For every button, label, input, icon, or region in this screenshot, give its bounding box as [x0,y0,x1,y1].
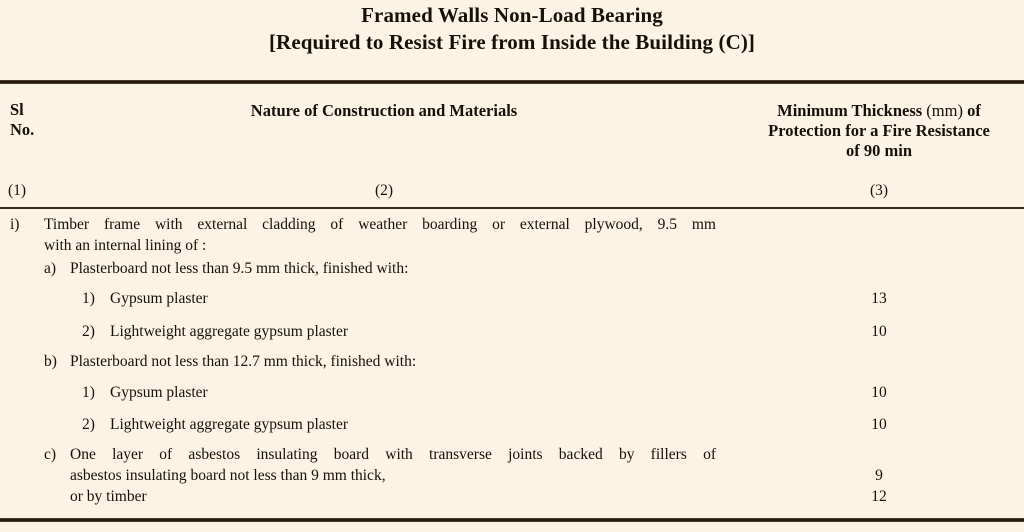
table-row [0,258,1024,288]
row-text: Plasterboard not less than 12.7 mm thick, finished with: [70,353,417,370]
column-header-nature: Nature of Construction and Materials [250,101,518,120]
min-thickness-unit: (mm) [926,101,963,120]
row-text-line-2: with an internal lining of : [44,237,207,254]
table-bottom-rule [0,518,1024,522]
row-text-line-1: One layer of asbestos insulating board with transverse joints backed by fillers of [70,446,716,463]
min-thickness-of: of [967,101,981,120]
table-row [0,351,1024,382]
row-value: 10 [871,384,887,401]
row-marker: a) [44,260,57,277]
table-row [0,321,1024,351]
row-marker: 2) [82,323,95,340]
row-marker: c) [44,446,57,463]
column-header-min-thickness [740,101,1018,161]
column-number-2: (2) [374,182,394,199]
row-value: 10 [871,323,887,340]
row-value-line-3: 12 [871,488,887,505]
row-text: Gypsum plaster [110,290,208,307]
row-value-line-2: 9 [875,467,883,484]
row-value: 10 [871,416,887,433]
row-marker: 1) [82,290,95,307]
column-header-sl-line2: No. [10,120,35,139]
column-header-sl-line1: Sl [10,100,24,119]
table-body [0,214,1024,514]
title-line-2: [Required to Resist Fire from Inside the Building (C)] [268,30,756,54]
table-row [0,382,1024,414]
column-number-1: (1) [8,182,27,199]
min-thickness-bold: Minimum Thickness [777,101,923,120]
column-header-sl-no [10,100,34,140]
row-value: 13 [871,290,887,307]
row-marker: 2) [82,416,95,433]
table-title [0,2,1024,56]
row-text-line-2: asbestos insulating board not less than 9 mm thick, [70,467,386,484]
table-row [0,214,1024,258]
row-marker: 1) [82,384,95,401]
column-header-min-line2: Protection for a Fire Resistance [768,121,990,140]
column-header-min-line3: of 90 min [846,141,912,160]
row-text-line-3: or by timber [70,488,147,505]
header-separator-rule [0,207,1024,209]
title-line-1: Framed Walls Non-Load Bearing [361,3,663,27]
column-number-3: (3) [869,182,889,199]
row-text: Gypsum plaster [110,384,208,401]
table-top-rule [0,80,1024,84]
table-row [0,444,1024,514]
row-marker: b) [44,353,57,370]
row-text: Plasterboard not less than 9.5 mm thick, finished with: [70,260,409,277]
table-row [0,414,1024,444]
column-header-min-line1 [740,101,1018,121]
row-text: Lightweight aggregate gypsum plaster [110,323,349,340]
row-marker: i) [10,216,20,233]
row-text: Lightweight aggregate gypsum plaster [110,416,349,433]
row-text-line-1: Timber frame with external cladding of weather boarding or external plywood, 9.5 mm [44,216,716,233]
table-row [0,288,1024,321]
